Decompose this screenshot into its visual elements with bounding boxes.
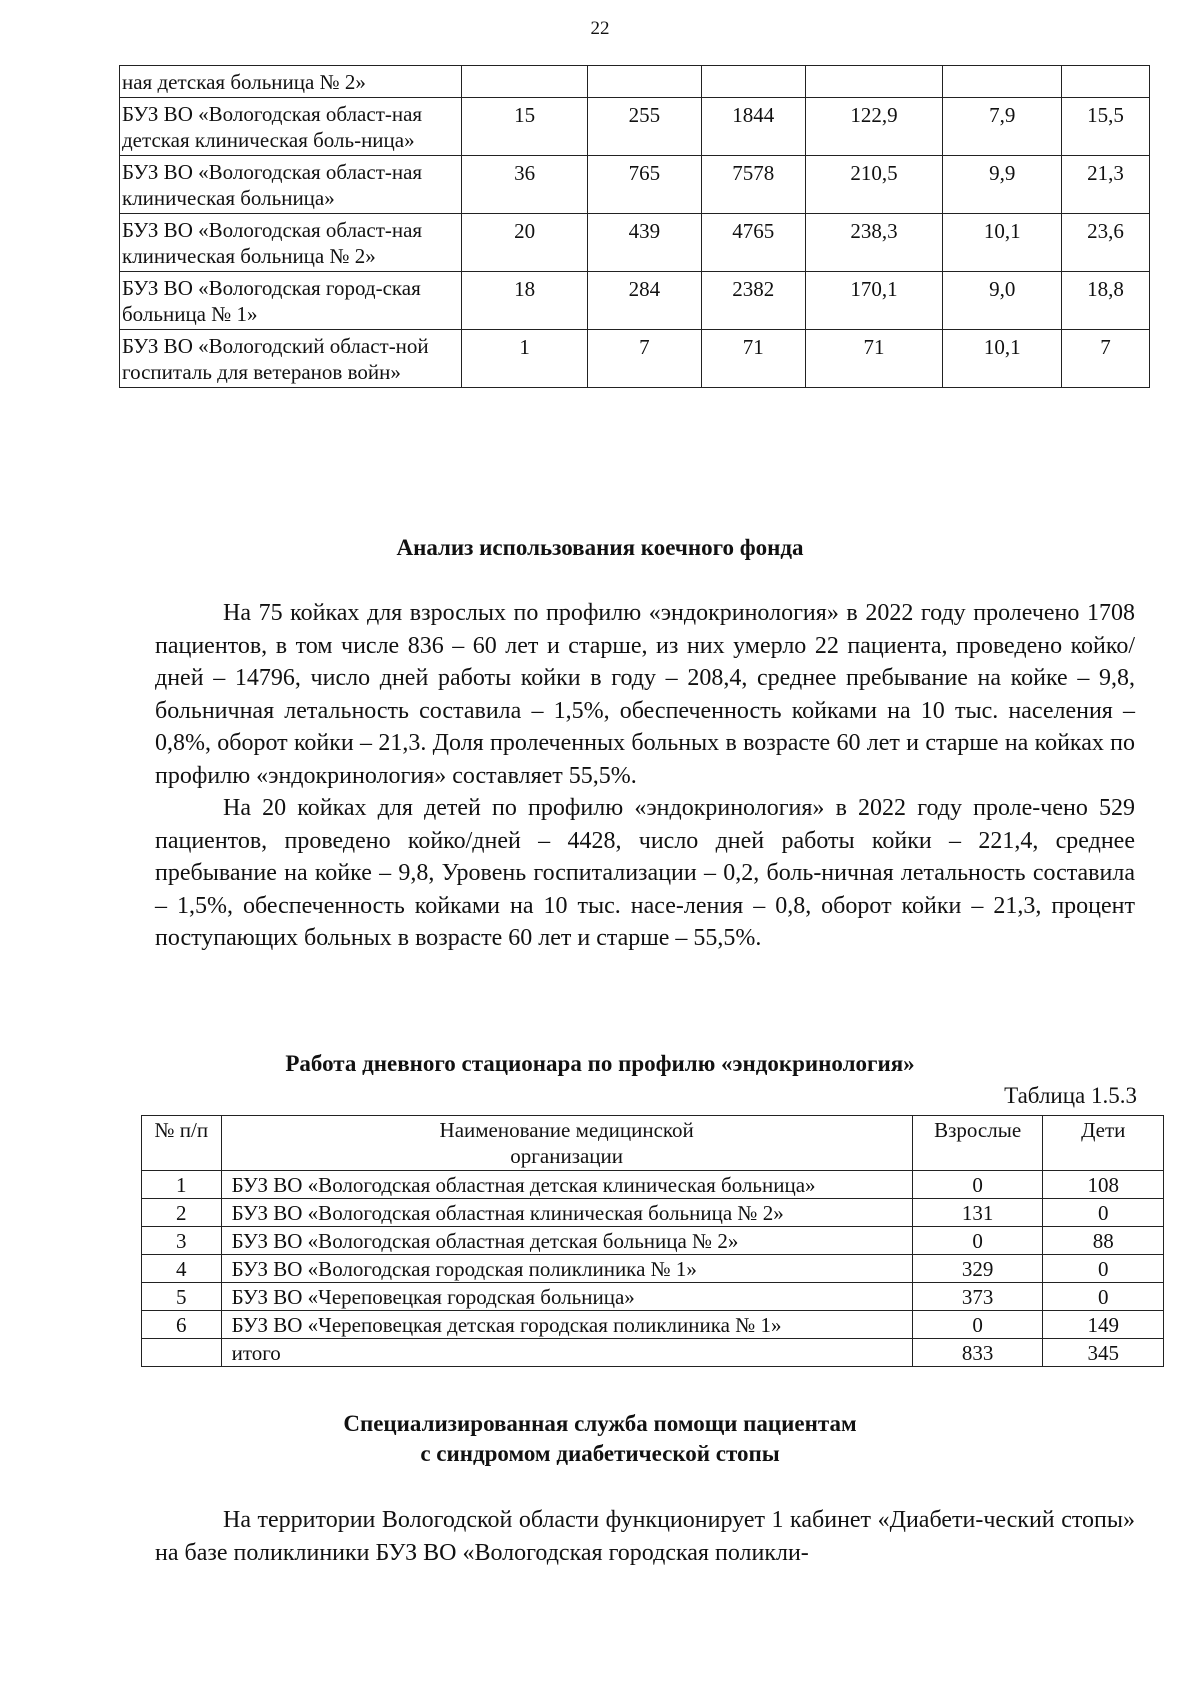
header-adults: Взрослые [912,1116,1043,1171]
page-number: 22 [590,18,610,39]
header-number: № п/п [142,1116,222,1171]
value-cell [805,66,943,98]
table-row [142,1283,1164,1311]
adults-value: 0 [912,1311,1043,1339]
total-label: итого [221,1339,912,1367]
value-cell: 10,1 [943,330,1062,388]
children-value: 88 [1043,1227,1164,1255]
row-number: 5 [142,1283,222,1311]
adults-value: 0 [912,1227,1043,1255]
value-cell: 23,6 [1062,214,1150,272]
paragraph-diabetic-foot: На территории Вологодской области функционирует 1 кабинет «Диабети-ческий стопы» на базе поликлиники БУЗ ВО «Вологодская городская поликли- [155,1507,1135,1566]
value-cell: 15 [462,98,588,156]
value-cell: 284 [588,272,702,330]
header-children: Дети [1043,1116,1164,1171]
diabetic-foot-text [155,1504,1135,1569]
organization-name: БУЗ ВО «Вологодская областная клиническая больница № 2» [221,1199,912,1227]
value-cell: 1844 [701,98,805,156]
adults-total: 833 [912,1339,1043,1367]
hospital-beds-table [119,65,1150,388]
hospital-name-cell: БУЗ ВО «Вологодский област-ной госпиталь для ветеранов войн» [120,330,462,388]
section-title-line-2: с синдромом диабетической стопы [420,1441,780,1466]
table-header-row [142,1116,1164,1171]
children-total: 345 [1043,1339,1164,1367]
organization-name: БУЗ ВО «Вологодская городская поликлиника № 1» [221,1255,912,1283]
value-cell [1062,66,1150,98]
value-cell: 255 [588,98,702,156]
value-cell: 71 [701,330,805,388]
table-row [120,156,1150,214]
table-row [142,1199,1164,1227]
value-cell: 170,1 [805,272,943,330]
organization-name: БУЗ ВО «Череповецкая детская городская поликлиника № 1» [221,1311,912,1339]
value-cell: 1 [462,330,588,388]
value-cell: 7578 [701,156,805,214]
hospital-name-cell: БУЗ ВО «Вологодская город-ская больница № 1» [120,272,462,330]
children-value: 0 [1043,1283,1164,1311]
adults-value: 329 [912,1255,1043,1283]
hospital-name-cell: БУЗ ВО «Вологодская област-ная детская клиническая боль-ница» [120,98,462,156]
value-cell: 238,3 [805,214,943,272]
value-cell: 9,0 [943,272,1062,330]
table-row [120,272,1150,330]
paragraph-children: На 20 койках для детей по профилю «эндокринология» в 2022 году проле-чено 529 пациентов, проведено койко/дней – 4428, число дней работы койки – 221,4, среднее пребывание на койке – 9,8, Уровень госпитализации – 0,2, боль-ничная летальность составила – 1,5%, обеспеченность койками на 10 тыс. насе-ления – 0,8, оборот койки – 21,3, процент поступающих больных в возрасте 60 лет и старше – 55,5%. [155,795,1135,951]
row-number: 1 [142,1171,222,1199]
bed-analysis-text [155,597,1135,955]
section-title-bed-analysis: Анализ использования коечного фонда [396,535,804,560]
children-value: 149 [1043,1311,1164,1339]
value-cell: 36 [462,156,588,214]
value-cell: 18 [462,272,588,330]
table-total-row [142,1339,1164,1367]
table-row [142,1171,1164,1199]
paragraph-adults: На 75 койках для взрослых по профилю «эндокринология» в 2022 году пролечено 1708 пациентов, в том числе 836 – 60 лет и старше, из них умерло 22 пациента, проведено койко/дней – 14796, число дней работы койки в году – 208,4, среднее пребывание на койке – 9,8, больничная летальность составила – 1,5%, обеспеченность койками на 10 тыс. населения – 0,8%, оборот койки – 21,3. Доля пролеченных больных в возрасте 60 лет и старше на койках по профилю «эндокринология» составляет 55,5%. [155,600,1135,789]
table-row [142,1227,1164,1255]
day-hospital-table [141,1115,1164,1367]
table-row [120,98,1150,156]
value-cell: 765 [588,156,702,214]
row-number: 2 [142,1199,222,1227]
value-cell: 21,3 [1062,156,1150,214]
hospital-name-cell: ная детская больница № 2» [120,66,462,98]
value-cell: 439 [588,214,702,272]
table-row [120,214,1150,272]
organization-name: БУЗ ВО «Вологодская областная детская клиническая больница» [221,1171,912,1199]
value-cell [462,66,588,98]
value-cell: 7 [588,330,702,388]
section-title-day-hospital: Работа дневного стационара по профилю «эндокринология» [285,1051,915,1076]
children-value: 108 [1043,1171,1164,1199]
value-cell: 20 [462,214,588,272]
value-cell: 10,1 [943,214,1062,272]
value-cell: 18,8 [1062,272,1150,330]
value-cell: 15,5 [1062,98,1150,156]
hospital-name-cell: БУЗ ВО «Вологодская област-ная клиническая больница» [120,156,462,214]
value-cell [943,66,1062,98]
section-title-diabetic-foot [0,1411,1200,1467]
adults-value: 131 [912,1199,1043,1227]
value-cell: 7 [1062,330,1150,388]
organization-name: БУЗ ВО «Вологодская областная детская больница № 2» [221,1227,912,1255]
row-number: 3 [142,1227,222,1255]
section-title-line-1: Специализированная служба помощи пациентам [343,1411,857,1436]
children-value: 0 [1043,1255,1164,1283]
organization-name: БУЗ ВО «Череповецкая городская больница» [221,1283,912,1311]
value-cell: 2382 [701,272,805,330]
children-value: 0 [1043,1199,1164,1227]
table-row [142,1255,1164,1283]
value-cell: 9,9 [943,156,1062,214]
row-number: 4 [142,1255,222,1283]
row-number: 6 [142,1311,222,1339]
table-row [142,1311,1164,1339]
header-name: Наименование медицинской организации [221,1116,912,1171]
table-label: Таблица 1.5.3 [1004,1083,1137,1108]
value-cell: 210,5 [805,156,943,214]
adults-value: 373 [912,1283,1043,1311]
value-cell [588,66,702,98]
value-cell: 71 [805,330,943,388]
value-cell: 4765 [701,214,805,272]
table-row [120,66,1150,98]
value-cell: 7,9 [943,98,1062,156]
table-row [120,330,1150,388]
value-cell: 122,9 [805,98,943,156]
hospital-name-cell: БУЗ ВО «Вологодская област-ная клиническая больница № 2» [120,214,462,272]
row-number [142,1339,222,1367]
value-cell [701,66,805,98]
adults-value: 0 [912,1171,1043,1199]
